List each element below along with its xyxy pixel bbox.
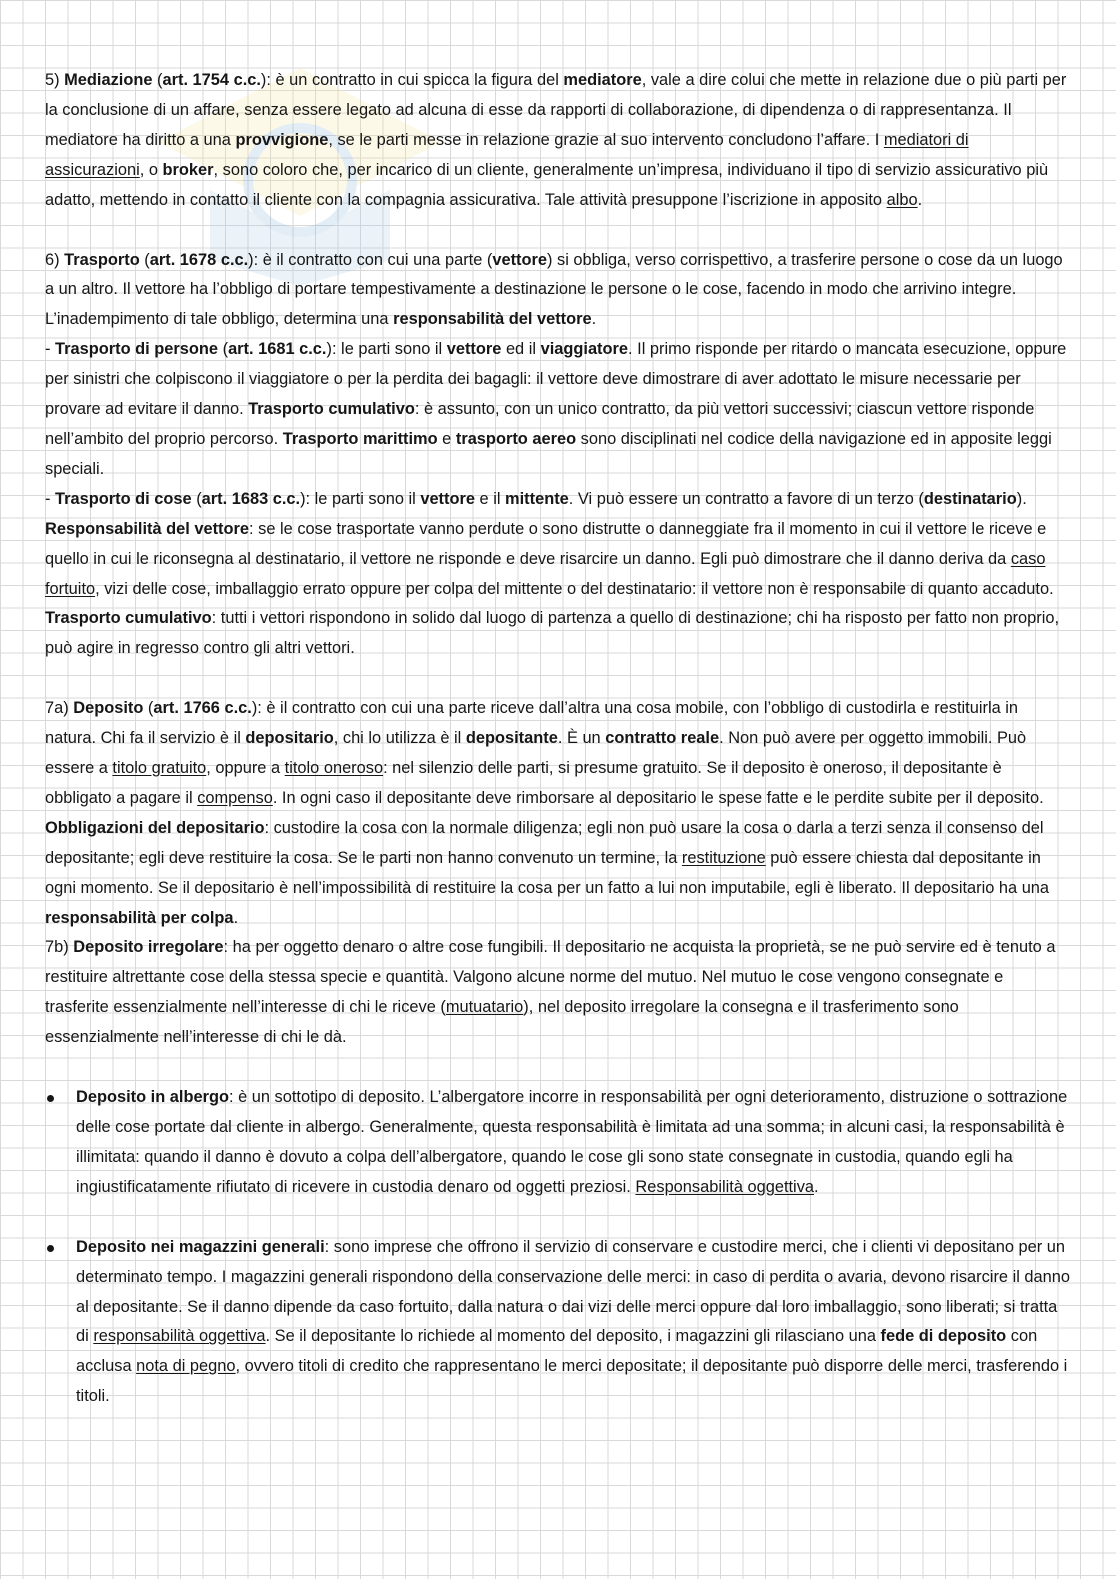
text-run: . Il primo risponde per ritardo o mancata esecuzione, oppure per sinistri che colpiscono il viaggiatore o per la perdita dei bagagli: il vettore deve dimostrare di aver adottato le misure necessarie per provare ad evitare il danno. (45, 340, 1067, 419)
paragraph-gap (45, 1203, 1070, 1233)
bold-term: Trasporto di cose (55, 489, 192, 508)
bold-term: Deposito nei magazzini generali (76, 1237, 325, 1256)
bold-term: Deposito (73, 699, 144, 718)
bold-term: viaggiatore (540, 340, 629, 359)
bold-term: art. 1754 c.c. (162, 71, 261, 89)
text-run: , sono coloro che, per incarico di un cliente, generalmente un’impresa, individuano il tipo di servizio assicurativo più adatto, mettendo in contatto il cliente con la compagnia assicurativa. Tale attività presuppone l’iscrizione in apposito (45, 160, 1049, 209)
underlined-term: nota di pegno (136, 1357, 236, 1376)
bullet-list (45, 1083, 1070, 1412)
text-run: con acclusa (76, 1327, 1038, 1376)
bold-term: contratto reale (605, 729, 720, 748)
bold-term: responsabilità per colpa (45, 908, 234, 927)
text-run: , vale a dire colui che mette in relazione due o più parti per la conclusione di un affare, senza essere legato ad alcuna di esse da rapporti di collaborazione, di dipendenza o di rappresentanza. Il mediatore ha diritto a una (45, 71, 1067, 149)
underlined-term: restituzione (681, 848, 766, 867)
bullet-text (76, 1238, 1070, 1406)
text-run: ( (143, 699, 154, 718)
underlined-term: mutuatario (445, 998, 524, 1017)
text-run: . In ogni caso il depositante deve rimborsare al depositario le spese fatte e le perdite subite per il deposito. (272, 788, 1044, 807)
text-run: : custodire la cosa con la normale diligenza; egli non può usare la cosa o darla a terzi senza il consenso del depositante; egli deve restituire la cosa. Se le parti non hanno convenuto un termine, la (45, 818, 1044, 867)
text-run: : è assunto, con un unico contratto, da più vettori successivi; ciascun vettore risponde nell’ambito del proprio percorso. (45, 400, 1035, 448)
text-run: : è un sottotipo di deposito. L’albergatore incorre in responsabilità per ogni deterioramento, distruzione o sottrazione delle cose portate dal cliente in albergo. Generalmente, questa responsabilità è limitata ad una somma; in alcuni casi, la responsabilità è illimitata: quando il danno è dovuto a colpa dell’albergatore, quando le cose gli sono state consegnate in custodia, quando egli ha ingiustificatamente rifiutato di ricevere in custodia denaro od oggetti preziosi. (76, 1088, 1068, 1196)
text-run: 6) (45, 250, 65, 269)
paragraph-gap (45, 216, 1070, 246)
text-run: ). (1016, 489, 1027, 508)
text-run: ( (218, 340, 229, 359)
text-run: e il (474, 489, 506, 508)
bullet-text (76, 1088, 1067, 1196)
bold-term: Trasporto (64, 250, 140, 269)
bold-term: broker (162, 160, 214, 179)
paragraph-gap (45, 664, 1070, 694)
bold-term: vettore (420, 489, 475, 508)
underlined-term: compenso (197, 788, 273, 807)
bold-term: mittente (505, 489, 569, 508)
bold-term: responsabilità del vettore (393, 310, 592, 329)
text-run: - (45, 340, 56, 359)
bold-term: destinatario (923, 489, 1017, 508)
text-run: . (233, 908, 239, 927)
text-run: . Se il depositante lo richiede al momento del deposito, i magazzini gli rilasciano una (265, 1327, 881, 1346)
text-run: sono disciplinati nel codice della navigazione ed in apposite leggi speciali. (45, 429, 1052, 478)
bullet-dot-icon (47, 1245, 54, 1252)
underlined-term: titolo oneroso (284, 759, 384, 778)
text-run: ): le parti sono il (326, 340, 447, 359)
text-run: ), nel deposito irregolare la consegna e il trasferimento sono essenzialmente nell’interesse di chi le dà. (45, 998, 959, 1047)
text-run: : sono imprese che offrono il servizio di conservare e custodire merci, che i clienti vi depositano per un determinato tempo. I magazzini generali rispondono della conservazione delle merci: in caso di perdita o avaria, devono risarcire il danno al depositante. Se il danno dipende da caso fortuito, dalla natura o dai vizi delle merci oppure dal loro imballaggio, sono liberati; si tratta di (76, 1237, 1071, 1346)
text-run: , chi lo utilizza è il (333, 729, 466, 748)
bold-term: Deposito irregolare (73, 938, 224, 957)
bold-term: art. 1683 c.c. (201, 489, 301, 508)
underlined-term: Responsabilità oggettiva (635, 1177, 815, 1196)
bold-term: Trasporto marittimo (282, 429, 438, 448)
text-run: - (45, 489, 56, 508)
text-run: 5) (45, 71, 65, 89)
text-run: 7b) (45, 938, 74, 957)
text-run: : se le cose trasportate vanno perdute o sono distrutte o danneggiate fra il momento in cui il vettore le riceve e quello in cui le riconsegna al destinatario, il vettore ne risponde e deve risarcire un danno. Egli può dimostrare che il danno deriva da (45, 519, 1047, 568)
bold-term: art. 1766 c.c. (153, 699, 252, 718)
section-deposito-irregolare (45, 933, 1070, 1053)
bold-term: vettore (492, 250, 547, 269)
bold-term: fede di deposito (880, 1327, 1007, 1346)
text-run: . Vi può essere un contratto a favore di un terzo ( (568, 489, 924, 508)
bullet-deposito-albergo (45, 1083, 1070, 1203)
section-trasporto-persone (45, 335, 1070, 485)
bold-term: vettore (446, 340, 502, 359)
section-trasporto (45, 246, 1070, 336)
text-run: , o (139, 160, 163, 179)
section-trasporto-cose (45, 485, 1070, 664)
text-run: , vizi delle cose, imballaggio errato oppure per colpa del mittente o del destinatario: il vettore non è responsabile di quanto accaduto. (95, 579, 1054, 598)
bullet-dot-icon (47, 1095, 54, 1102)
underlined-term: caso fortuito (45, 549, 1046, 598)
bold-term: Deposito in albergo (76, 1088, 229, 1107)
text-run: . Non può avere per oggetto immobili. Può essere a (45, 729, 1027, 778)
underlined-term: mediatori di assicurazioni (45, 130, 969, 179)
text-run: . (917, 190, 923, 209)
underlined-term: titolo gratuito (112, 759, 207, 778)
text-run: ): è il contratto con cui una parte riceve dall’altra una cosa mobile, con l’obbligo di custodirla e restituirla in natura. Chi fa il servizio è il (45, 699, 1019, 748)
bold-term: Obbligazioni del depositario (45, 818, 265, 837)
bold-term: art. 1678 c.c. (149, 250, 249, 269)
underlined-term: albo (886, 190, 918, 209)
text-run: : tutti i vettori rispondono in solido dal luogo di partenza a quello di destinazione; chi ha risposto per fatto non proprio, può agire in regresso contro gli altri vettori. (45, 609, 1060, 658)
paragraph-gap (45, 1053, 1070, 1083)
bold-term: depositario (245, 729, 334, 748)
bold-term: trasporto aereo (455, 429, 577, 448)
bold-term: mediatore (563, 71, 642, 89)
text-run: ): le parti sono il (300, 489, 421, 508)
text-run: . È un (557, 729, 606, 748)
text-run: , oppure a (206, 759, 285, 778)
text-run: ( (191, 489, 202, 508)
bold-term: Responsabilità del vettore (45, 519, 250, 538)
bold-term: provvigione (235, 130, 329, 149)
text-run: : ha per oggetto denaro o altre cose fungibili. Il depositario ne acquista la proprietà, se ne può servire ed è tenuto a restituire altrettante cose della stessa specie e quantità. Valgono alcune norme del mutuo. Nel mutuo le cose vengono consegnate e trasferite essenzialmente nell’interesse di chi le riceve ( (45, 938, 1056, 1017)
text-run: ): è un contratto in cui spicca la figura del (260, 71, 564, 89)
bold-term: art. 1681 c.c. (228, 340, 327, 359)
text-run: 7a) (45, 699, 74, 718)
text-run: ( (152, 71, 163, 89)
text-run: ) si obbliga, verso corrispettivo, a trasferire persone o cose da un luogo a un altro. Il vettore ha l’obbligo di portare tempestivamente a destinazione le persone o le cose, facendo in modo che arrivino integre. L’inadempimento di tale obbligo, determina una (45, 250, 1063, 329)
section-mediazione (45, 66, 1070, 216)
text-run: : nel silenzio delle parti, si presume gratuito. Se il deposito è oneroso, il depositante è obbligato a pagare il (45, 759, 1002, 807)
text-run: può essere chiesta dal depositante in ogni momento. Se il depositario è nell’impossibilità di restituire la cosa per un fatto a lui non imputabile, egli è liberato. Il depositario ha una (45, 848, 1050, 897)
text-run: ( (139, 250, 150, 269)
text-run: . (591, 310, 597, 329)
text-run: e (437, 429, 456, 448)
text-run: . (814, 1177, 819, 1196)
text-run: ed il (501, 340, 541, 359)
underlined-term: responsabilità oggettiva (93, 1327, 266, 1346)
text-run: , se le parti messe in relazione grazie al suo intervento concludono l’affare. I (328, 130, 884, 149)
bullet-deposito-magazzini (45, 1233, 1070, 1412)
bold-term: Trasporto cumulativo (248, 400, 415, 419)
text-run: ): è il contratto con cui una parte ( (248, 250, 493, 269)
text-run: , ovvero titoli di credito che rappresentano le merci depositate; il depositante può disporre delle merci, trasferendo i titoli. (76, 1357, 1068, 1406)
bold-term: Trasporto di persone (55, 340, 219, 359)
bold-term: depositante (465, 729, 558, 748)
bold-term: Mediazione (64, 71, 153, 89)
notes-page (45, 66, 1070, 1412)
section-deposito (45, 694, 1070, 933)
bold-term: Trasporto cumulativo (45, 609, 212, 628)
